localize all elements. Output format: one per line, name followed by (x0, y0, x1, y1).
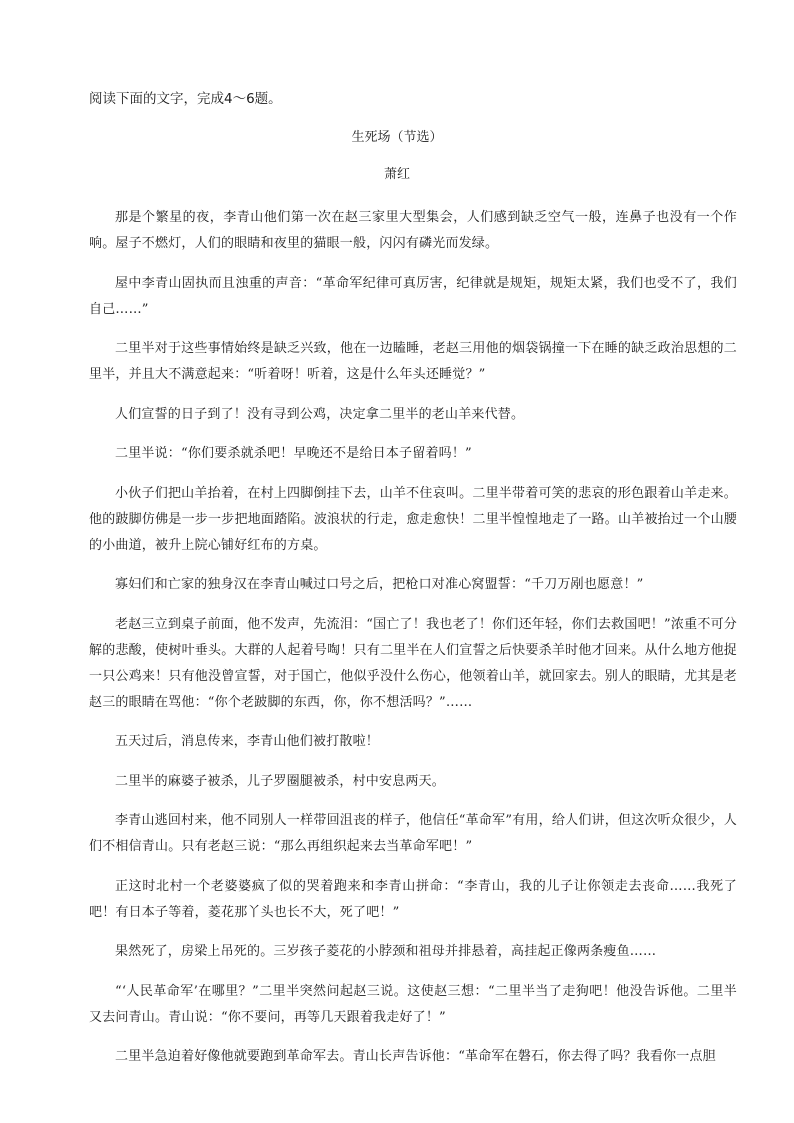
paragraph: 二里半的麻婆子被杀，儿子罗圈腿被杀，村中安息两天。 (115, 773, 446, 789)
paragraph: 那是个繁星的夜，李青山他们第一次在赵三家里大型集会，人们感到缺乏空气一般，连鼻子也没有一个作响。屋子不燃灯，人们的眼睛和夜里的猫眼一般，闪闪有磷光而发绿。 (89, 210, 737, 251)
passage-body (89, 205, 737, 1084)
passage-author: 萧红 (383, 167, 410, 182)
paragraph: 老赵三立到桌子前面，他不发声，先流泪：“国亡了！我也老了！你们还年轻，你们去救国吧！”浓重不可分解的悲酸，使树叶垂头。大群的人起着号啕！只有二里半在人们宣誓之后快要杀羊时他才回来。从什么地方他捉一只公鸡来！只有他没曾宣誓，对于国亡，他似乎没什么伤心，他领着山羊，就回家去。别人的眼睛，尤其是老赵三的眼睛在骂他：“你个老跛脚的东西，你，你不想活吗？”…… (89, 616, 737, 710)
paragraph: 屋中李青山固执而且浊重的声音：“革命军纪律可真厉害，纪律就是规矩，规矩太紧，我们也受不了，我们自己……” (89, 275, 737, 317)
paragraph: 正这时北村一个老婆婆疯了似的哭着跑来和李青山拼命：“李青山，我的儿子让你领走去丧命……我死了吧！有日本子等着，菱花那丫头也长不大，死了吧！” (89, 878, 737, 920)
paragraph: 寡妇们和亡家的独身汉在李青山喊过口号之后，把枪口对准心窝盟誓：“千刀万剐也愿意！” (115, 577, 644, 592)
question-instruction: 阅读下面的文字，完成4～6题。 (89, 91, 282, 107)
paragraph: “‘人民革命军’在哪里？”二里半突然问起赵三说。这使赵三想：“二里半当了走狗吧！他没告诉他。二里半又去问青山。青山说：“你不要问，再等几天跟着我走好了！” (89, 983, 737, 1025)
paragraph: 二里半说：“你们要杀就杀吧！早晚还不是给日本子留着吗！” (115, 446, 472, 461)
paragraph: 小伙子们把山羊抬着，在村上四脚倒挂下去，山羊不住哀叫。二里半带着可笑的悲哀的形色跟着山羊走来。他的跛脚仿佛是一步一步把地面踏陷。波浪状的行走，愈走愈快！二里半惶惶地走了一路。山羊被抬过一个山腰的小曲道，被升上院心铺好红布的方桌。 (89, 485, 737, 553)
paragraph: 二里半急迫着好像他就要跑到革命军去。青山长声告诉他：“革命军在磐石，你去得了吗？我看你一点胆 (115, 1049, 716, 1064)
paragraph: 李青山逃回村来，他不同别人一样带回沮丧的样子，他信任“革命军”有用，给人们讲，但这次听众很少，人们不相信青山。只有老赵三说：“那么再组织起来去当革命军吧！” (89, 813, 737, 854)
paragraph: 果然死了，房梁上吊死的。三岁孩子菱花的小脖颈和祖母并排悬着，高挂起正像两条瘦鱼…… (115, 944, 657, 959)
paragraph: 二里半对于这些事情始终是缺乏兴致，他在一边瞌睡，老赵三用他的烟袋锅撞一下在睡的缺乏政治思想的二里半，并且大不满意起来：“听着呀！听着，这是什么年头还睡觉？” (89, 341, 737, 382)
paragraph: 人们宣誓的日子到了！没有寻到公鸡，决定拿二里半的老山羊来代替。 (115, 406, 525, 422)
paragraph: 五天过后，消息传来，李青山他们被打散啦！ (115, 734, 380, 749)
passage-title: 生死场（节选） (351, 130, 443, 145)
